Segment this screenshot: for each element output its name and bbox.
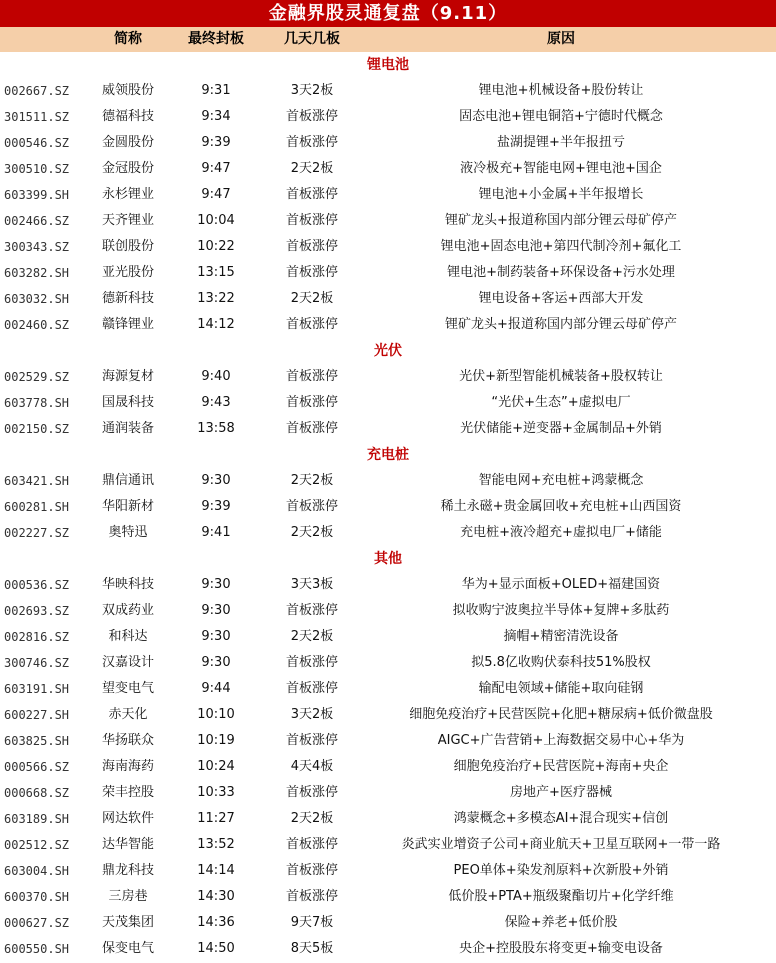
limit-time: 10:24 <box>197 759 235 774</box>
limit-time: 9:47 <box>201 161 231 176</box>
limit-time: 9:47 <box>201 187 231 202</box>
reason-text: 输配电领域+储能+取向硅钢 <box>478 681 644 696</box>
board-count: 4天4板 <box>290 759 334 774</box>
stock-name: 望变电气 <box>101 681 154 696</box>
limit-time: 10:04 <box>197 213 235 228</box>
limit-time: 10:22 <box>197 239 235 254</box>
board-count: 首板涨停 <box>285 239 338 254</box>
page-title: 金融界股灵通复盘（9.11） <box>0 0 776 27</box>
header-name: 简称 <box>114 31 142 47</box>
stock-name: 荣丰控股 <box>101 785 154 800</box>
reason-text: PEO单体+染发剂原料+次新股+外销 <box>453 863 669 878</box>
stock-name: 赤天化 <box>108 707 148 722</box>
board-count: 3天3板 <box>290 577 334 592</box>
limit-time: 9:31 <box>201 83 231 98</box>
table-row <box>0 858 776 884</box>
board-count: 首板涨停 <box>285 395 338 410</box>
reason-text: 低价股+PTA+瓶级聚酯切片+化学纤维 <box>448 889 674 904</box>
reason-text: 稀土永磁+贵金属回收+充电桩+山西国资 <box>440 499 682 514</box>
stock-code: 603189.SH <box>4 812 70 826</box>
header-reason: 原因 <box>547 31 575 47</box>
table-row <box>0 182 776 208</box>
board-count: 首板涨停 <box>285 733 338 748</box>
limit-time: 9:30 <box>201 603 231 618</box>
board-count: 9天7板 <box>290 915 334 930</box>
limit-time: 14:12 <box>197 317 235 332</box>
stock-code: 000546.SZ <box>4 136 70 150</box>
stock-code: 002460.SZ <box>4 318 70 332</box>
stock-name: 奥特迅 <box>108 525 148 540</box>
reason-text: 锂矿龙头+报道称国内部分锂云母矿停产 <box>445 213 677 228</box>
section-heading: 锂电池 <box>367 57 409 73</box>
section-heading: 光伏 <box>374 343 402 359</box>
board-count: 首板涨停 <box>285 655 338 670</box>
limit-time: 9:44 <box>201 681 231 696</box>
stock-code: 603399.SH <box>4 188 70 202</box>
board-count: 2天2板 <box>290 629 334 644</box>
table-row <box>0 208 776 234</box>
stock-name: 通润装备 <box>101 421 154 436</box>
board-count: 首板涨停 <box>285 603 338 618</box>
stock-code: 603004.SH <box>4 864 70 878</box>
board-count: 首板涨停 <box>285 889 338 904</box>
limit-time: 14:50 <box>197 941 235 956</box>
board-count: 2天2板 <box>290 291 334 306</box>
board-count: 2天2板 <box>290 473 334 488</box>
stock-name: 双成药业 <box>101 603 154 618</box>
stock-name: 华阳新材 <box>101 499 154 514</box>
board-count: 首板涨停 <box>285 681 338 696</box>
limit-time: 9:40 <box>201 369 231 384</box>
board-count: 首板涨停 <box>285 499 338 514</box>
table-row <box>0 260 776 286</box>
stock-code: 603282.SH <box>4 266 70 280</box>
stock-name: 天齐锂业 <box>101 213 154 228</box>
board-count: 2天2板 <box>290 811 334 826</box>
limit-time: 11:27 <box>197 811 235 826</box>
stock-name: 海南海药 <box>101 759 154 774</box>
limit-time: 13:52 <box>197 837 235 852</box>
stock-code: 300746.SZ <box>4 656 70 670</box>
reason-text: 炎武实业增资子公司+商业航天+卫星互联网+一带一路 <box>401 837 721 852</box>
stock-code: 002150.SZ <box>4 422 70 436</box>
reason-text: 液冷极充+智能电网+锂电池+国企 <box>460 161 662 176</box>
table-row <box>0 936 776 962</box>
stock-name: 联创股份 <box>101 239 154 254</box>
stock-code: 300343.SZ <box>4 240 70 254</box>
stock-name: 三房巷 <box>108 889 148 904</box>
stock-code: 300510.SZ <box>4 162 70 176</box>
board-count: 首板涨停 <box>285 785 338 800</box>
table-row <box>0 520 776 546</box>
limit-time: 13:22 <box>197 291 235 306</box>
table-row <box>0 598 776 624</box>
stock-code: 002816.SZ <box>4 630 70 644</box>
stock-code: 002693.SZ <box>4 604 70 618</box>
stock-code: 603825.SH <box>4 734 70 748</box>
table-row <box>0 312 776 338</box>
board-count: 首板涨停 <box>285 265 338 280</box>
stock-name: 德福科技 <box>101 109 154 124</box>
table-row <box>0 728 776 754</box>
limit-time: 9:30 <box>201 473 231 488</box>
limit-time: 9:30 <box>201 629 231 644</box>
board-count: 首板涨停 <box>285 109 338 124</box>
table-row <box>0 104 776 130</box>
stock-name: 亚光股份 <box>101 265 154 280</box>
board-count: 3天2板 <box>290 707 334 722</box>
board-count: 2天2板 <box>290 161 334 176</box>
table-row <box>0 754 776 780</box>
limit-time: 9:39 <box>201 499 231 514</box>
table-row <box>0 416 776 442</box>
reason-text: 拟收购宁波奥拉半导体+复牌+多肽药 <box>452 603 670 618</box>
stock-code: 002529.SZ <box>4 370 70 384</box>
reason-text: 细胞免疫治疗+民营医院+海南+央企 <box>453 759 669 774</box>
stock-code: 603032.SH <box>4 292 70 306</box>
stock-name: 汉嘉设计 <box>101 655 154 670</box>
stock-name: 永杉锂业 <box>101 187 154 202</box>
reason-text: “光伏+生态”+虚拟电厂 <box>491 395 631 410</box>
stock-name: 国晟科技 <box>101 395 154 410</box>
stock-code: 600550.SH <box>4 942 70 956</box>
reason-text: 锂矿龙头+报道称国内部分锂云母矿停产 <box>445 317 677 332</box>
stock-code: 002667.SZ <box>4 84 70 98</box>
stock-name: 华扬联众 <box>101 733 154 748</box>
reason-text: 央企+控股股东将变更+输变电设备 <box>459 941 663 956</box>
table-row <box>0 130 776 156</box>
limit-time: 9:30 <box>201 577 231 592</box>
table-row <box>0 624 776 650</box>
table-row <box>0 572 776 598</box>
table-row <box>0 702 776 728</box>
limit-time: 9:30 <box>201 655 231 670</box>
stock-code: 002512.SZ <box>4 838 70 852</box>
reason-text: 锂电池+小金属+半年报增长 <box>478 187 644 202</box>
reason-text: 锂电设备+客运+西部大开发 <box>478 291 644 306</box>
limit-time: 10:10 <box>197 707 235 722</box>
table-row <box>0 364 776 390</box>
stock-name: 鼎龙科技 <box>101 863 154 878</box>
stock-code: 600227.SH <box>4 708 70 722</box>
stock-name: 威领股份 <box>101 83 154 98</box>
board-count: 首板涨停 <box>285 863 338 878</box>
stock-name: 德新科技 <box>101 291 154 306</box>
table-row <box>0 156 776 182</box>
table-row <box>0 494 776 520</box>
board-count: 首板涨停 <box>285 317 338 332</box>
table-row <box>0 780 776 806</box>
limit-time: 9:34 <box>201 109 231 124</box>
table-row <box>0 390 776 416</box>
reason-text: 拟5.8亿收购伏泰科技51%股权 <box>471 655 651 670</box>
board-count: 首板涨停 <box>285 369 338 384</box>
limit-time: 13:15 <box>197 265 235 280</box>
reason-text: AIGC+广告营销+上海数据交易中心+华为 <box>437 733 685 748</box>
stock-name: 华映科技 <box>101 577 154 592</box>
reason-text: 光伏储能+逆变器+金属制品+外销 <box>460 421 662 436</box>
stock-name: 赣锋锂业 <box>101 317 154 332</box>
reason-text: 摘帽+精密清洗设备 <box>503 629 619 644</box>
reason-text: 光伏+新型智能机械装备+股权转让 <box>459 369 663 384</box>
reason-text: 保险+养老+低价股 <box>504 915 618 930</box>
table-row <box>0 676 776 702</box>
limit-time: 10:33 <box>197 785 235 800</box>
stock-name: 保变电气 <box>101 941 154 956</box>
stock-code: 603778.SH <box>4 396 70 410</box>
stock-name: 达华智能 <box>101 837 154 852</box>
board-count: 8天5板 <box>290 941 334 956</box>
board-count: 2天2板 <box>290 525 334 540</box>
section-heading: 充电桩 <box>367 447 409 463</box>
limit-time: 14:14 <box>197 863 235 878</box>
limit-time: 14:30 <box>197 889 235 904</box>
reason-text: 盐湖提锂+半年报扭亏 <box>497 135 625 150</box>
limit-time: 10:19 <box>197 733 235 748</box>
reason-text: 细胞免疫治疗+民营医院+化肥+糖尿病+低价微盘股 <box>409 707 713 722</box>
table-row <box>0 650 776 676</box>
board-count: 首板涨停 <box>285 837 338 852</box>
reason-text: 华为+显示面板+OLED+福建国资 <box>461 577 661 592</box>
stock-code: 000627.SZ <box>4 916 70 930</box>
reason-text: 房地产+医疗器械 <box>510 785 612 800</box>
board-count: 首板涨停 <box>285 213 338 228</box>
reason-text: 锂电池+机械设备+股份转让 <box>478 83 644 98</box>
stock-code: 603421.SH <box>4 474 70 488</box>
stock-code: 000566.SZ <box>4 760 70 774</box>
reason-text: 充电桩+液冷超充+虚拟电厂+储能 <box>460 525 662 540</box>
reason-text: 锂电池+固态电池+第四代制冷剂+氟化工 <box>440 239 682 254</box>
board-count: 首板涨停 <box>285 187 338 202</box>
table-row <box>0 78 776 104</box>
table-body <box>0 52 776 962</box>
table-row <box>0 234 776 260</box>
table-row <box>0 832 776 858</box>
stock-code: 600281.SH <box>4 500 70 514</box>
stock-code: 301511.SZ <box>4 110 70 124</box>
stock-name: 天茂集团 <box>101 915 154 930</box>
board-count: 首板涨停 <box>285 421 338 436</box>
reason-text: 鸿蒙概念+多模态AI+混合现实+信创 <box>453 811 669 826</box>
header-days: 几天几板 <box>284 31 340 47</box>
stock-name: 和科达 <box>108 629 148 644</box>
board-count: 首板涨停 <box>285 135 338 150</box>
table-row <box>0 910 776 936</box>
stock-name: 海源复材 <box>101 369 154 384</box>
table-row <box>0 884 776 910</box>
reason-text: 锂电池+制药装备+环保设备+污水处理 <box>447 265 675 280</box>
reason-text: 智能电网+充电桩+鸿蒙概念 <box>478 473 644 488</box>
stock-name: 金冠股份 <box>101 161 154 176</box>
limit-time: 14:36 <box>197 915 235 930</box>
table-row <box>0 286 776 312</box>
stock-code: 000536.SZ <box>4 578 70 592</box>
stock-code: 603191.SH <box>4 682 70 696</box>
board-count: 3天2板 <box>290 83 334 98</box>
header-time: 最终封板 <box>188 31 244 47</box>
section-heading: 其他 <box>374 551 402 567</box>
limit-time: 9:41 <box>201 525 231 540</box>
reason-text: 固态电池+锂电铜箔+宁德时代概念 <box>459 109 663 124</box>
table-row <box>0 468 776 494</box>
stock-code: 000668.SZ <box>4 786 70 800</box>
table-header <box>0 27 776 52</box>
stock-name: 金圆股份 <box>101 135 154 150</box>
limit-time: 9:43 <box>201 395 231 410</box>
stock-code: 600370.SH <box>4 890 70 904</box>
limit-time: 13:58 <box>197 421 235 436</box>
stock-name: 鼎信通讯 <box>101 473 154 488</box>
limit-time: 9:39 <box>201 135 231 150</box>
stock-code: 002466.SZ <box>4 214 70 228</box>
table-row <box>0 806 776 832</box>
stock-name: 网达软件 <box>101 811 154 826</box>
stock-code: 002227.SZ <box>4 526 70 540</box>
